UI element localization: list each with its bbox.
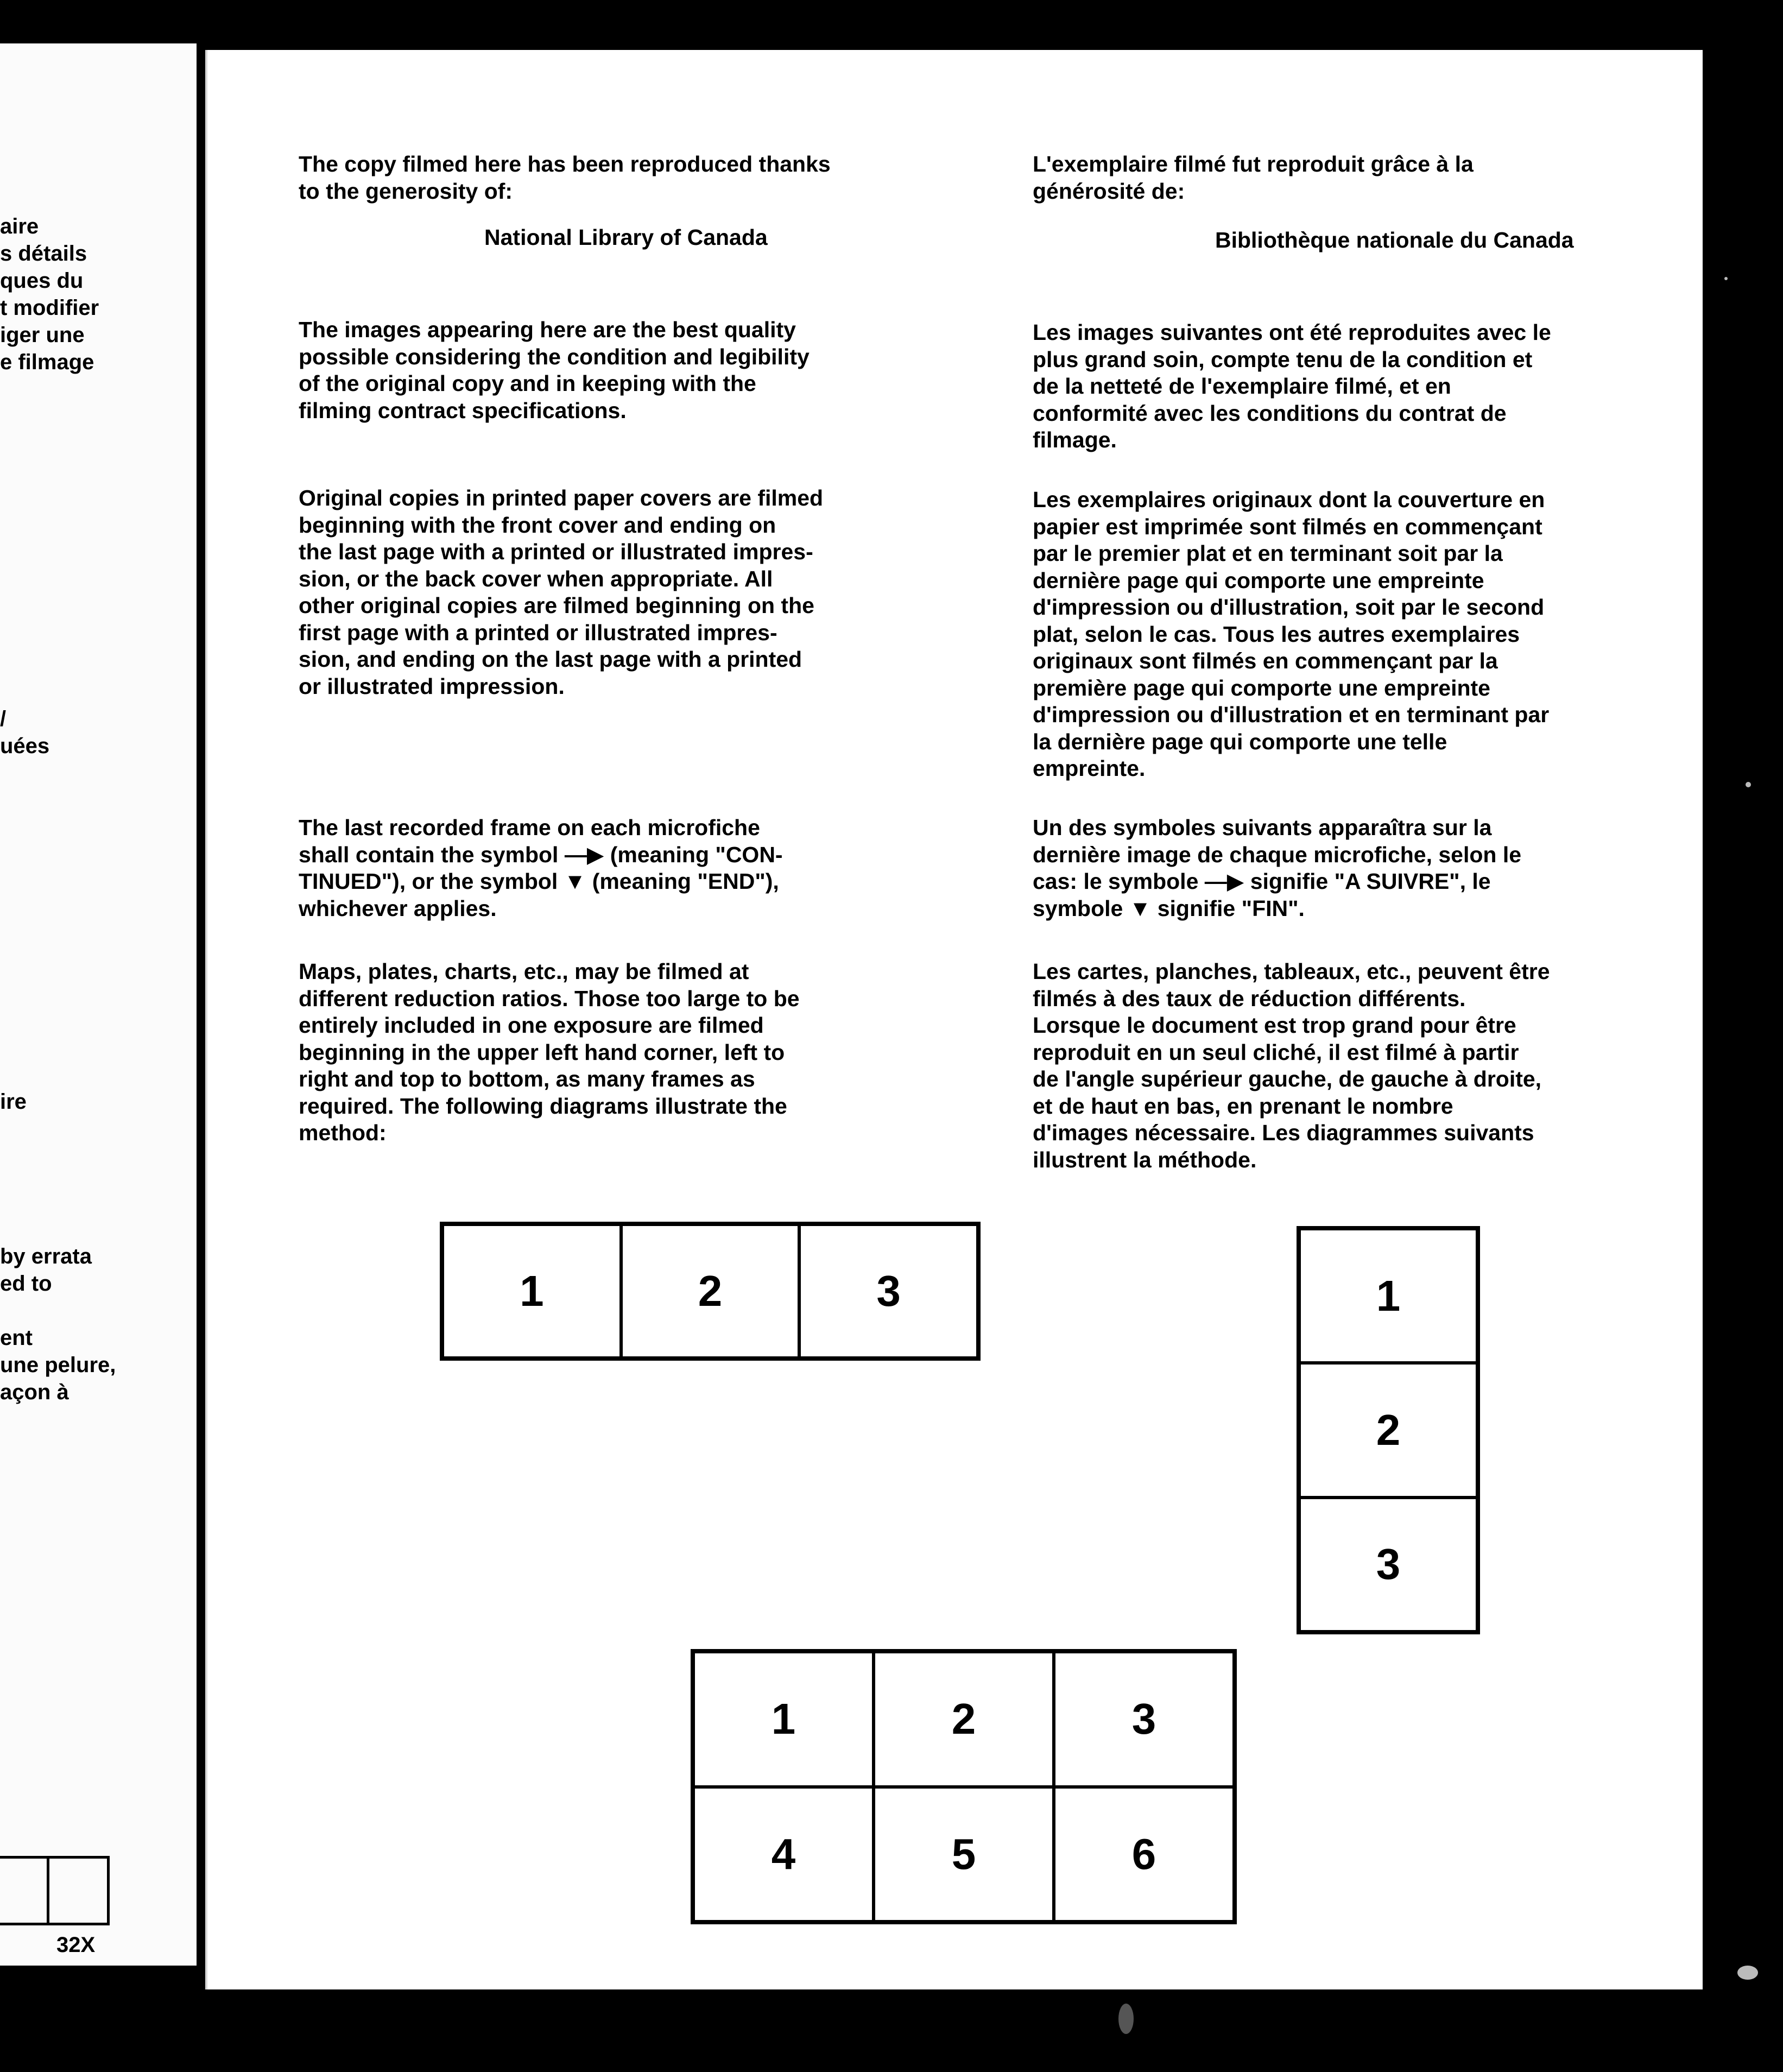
english-paragraph-quality: The images appearing here are the best quality possible considering the condition and legibility of the original copy and in keeping with the filming contract specifications. bbox=[299, 317, 810, 423]
left-page-fragment: / bbox=[0, 707, 7, 731]
left-page-fragment: iger une bbox=[0, 323, 85, 347]
left-page-fragment: aire bbox=[0, 214, 39, 238]
english-paragraph-symbols: The last recorded frame on each microfiche shall contain the symbol —▶ (meaning "CON- TINUED"), or the symbol ▼ (meaning "END"), whichever applies. bbox=[299, 815, 783, 921]
english-paragraph-covers: Original copies in printed paper covers are filmed beginning with the front cover and ending on the last page with a printed or illustrated impres- sion, or the back cover when appropriate. All other original copies are filmed beginning on the first page with a printed or illustrated impres- sion, and ending on the last page with a printed or illustrated impression. bbox=[299, 485, 824, 699]
french-paragraph-symbols: Un des symboles suivants apparaîtra sur la dernière image de chaque microfiche, selon le cas: le symbole —▶ signifie "A SUIVRE", le symbole ▼ signifie "FIN". bbox=[1033, 814, 1521, 922]
french-paragraph-covers: Les exemplaires originaux dont la couverture en papier est imprimée sont filmés en commençant par le premier plat et en terminant soit par la dernière page qui comporte une empreinte d'impression ou d'illustration, soit par le second plat, selon le cas. Tous les autres exemplaires originaux sont filmés en commençant par la première page qui comporte une empreinte d'impression ou d'illustration et en terminant par la dernière page qui comporte une telle empreinte. bbox=[1033, 487, 1550, 781]
frame-cell-2: 2 bbox=[874, 1652, 1054, 1787]
frame-cell-3: 3 bbox=[799, 1224, 978, 1358]
left-page-fragment: ent bbox=[0, 1326, 33, 1350]
reduction-label: 32X bbox=[56, 1933, 96, 1957]
english-paragraph-maps: Maps, plates, charts, etc., may be filmed at different reduction ratios. Those too large to be entirely included in one exposure are filmed beginning in the upper left hand corner, left to right and top to bottom, as many frames as required. The following diagrams illustrate the method: bbox=[299, 959, 800, 1145]
frame-cell-2: 2 bbox=[1299, 1363, 1477, 1497]
diagram-two-by-three-frames bbox=[691, 1649, 1237, 1924]
frame-cell-5: 5 bbox=[874, 1787, 1054, 1922]
left-reduction-box-divider bbox=[47, 1856, 49, 1925]
english-institution: National Library of Canada bbox=[484, 225, 768, 250]
frame-cell-2: 2 bbox=[621, 1224, 800, 1358]
scan-speck bbox=[1724, 277, 1728, 280]
left-reduction-box bbox=[0, 1856, 110, 1925]
frame-cell-4: 4 bbox=[693, 1787, 874, 1922]
frame-cell-6: 6 bbox=[1054, 1787, 1234, 1922]
left-page-fragment: ques du bbox=[0, 269, 84, 293]
left-page-fragment: une pelure, bbox=[0, 1353, 116, 1377]
scan-speck bbox=[1746, 782, 1751, 787]
scan-speck bbox=[1118, 2004, 1134, 2034]
french-paragraph-quality: Les images suivantes ont été reproduites avec le plus grand soin, compte tenu de la condition et de la netteté de l'exemplaire filmé, et en conformité avec les conditions du contrat de filmage. bbox=[1033, 320, 1551, 452]
english-intro: The copy filmed here has been reproduced thanks to the generosity of: bbox=[299, 151, 831, 204]
scan-speck bbox=[1737, 1966, 1758, 1980]
left-page-fragment: by errata bbox=[0, 1245, 92, 1268]
left-page-fragment: uées bbox=[0, 734, 50, 758]
left-adjacent-page bbox=[0, 43, 197, 1966]
left-page-fragment: e filmage bbox=[0, 350, 94, 374]
continued-arrow-icon: —▶ bbox=[1204, 869, 1244, 894]
left-page-fragment: ed to bbox=[0, 1272, 52, 1296]
frame-cell-1: 1 bbox=[693, 1652, 874, 1787]
diagram-horizontal-three-frames bbox=[440, 1222, 981, 1361]
left-page-fragment: ire bbox=[0, 1090, 27, 1114]
frame-cell-1: 1 bbox=[442, 1224, 621, 1358]
frame-cell-1: 1 bbox=[1299, 1229, 1477, 1363]
diagram-vertical-three-frames bbox=[1297, 1226, 1480, 1634]
left-page-fragment: t modifier bbox=[0, 296, 99, 320]
continued-arrow-icon: —▶ bbox=[564, 842, 604, 867]
end-triangle-icon: ▼ bbox=[564, 869, 586, 894]
french-intro: L'exemplaire filmé fut reproduit grâce à la générosité de: bbox=[1033, 151, 1474, 204]
left-page-fragment: açon à bbox=[0, 1380, 69, 1404]
french-paragraph-maps: Les cartes, planches, tableaux, etc., peuvent être filmés à des taux de réduction différents. Lorsque le document est trop grand pour être reproduit en un seul cliché, il est filmé à partir de l'angle supérieur gauche, de gauche à droite, et de haut en bas, en prenant le nombre d'images nécessaire. Les diagrammes suivants illustrent la méthode. bbox=[1033, 959, 1550, 1172]
end-triangle-icon: ▼ bbox=[1129, 895, 1152, 921]
french-institution: Bibliothèque nationale du Canada bbox=[1215, 228, 1574, 252]
left-page-fragment: s détails bbox=[0, 242, 87, 266]
frame-cell-3: 3 bbox=[1054, 1652, 1234, 1787]
frame-cell-3: 3 bbox=[1299, 1498, 1477, 1632]
